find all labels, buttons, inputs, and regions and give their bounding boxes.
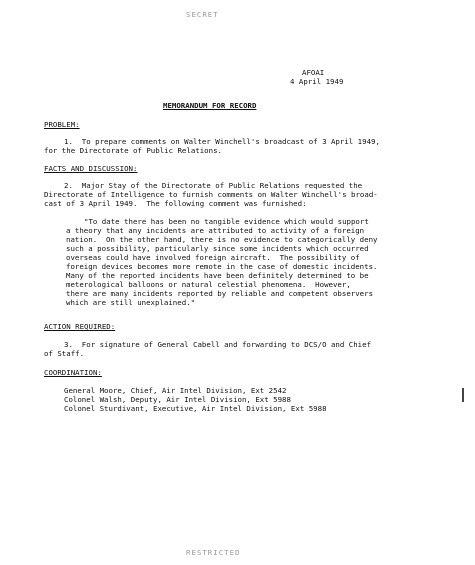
problem-heading: PROBLEM: bbox=[44, 120, 80, 129]
memo-title: MEMORANDUM FOR RECORD bbox=[163, 101, 257, 110]
facts-text-line-3: cast of 3 April 1949. The following comment was furnished: bbox=[44, 199, 307, 208]
quote-line: Many of the reported incidents have been definitely determined to be bbox=[66, 271, 369, 280]
quote-line: such a possibility, particularly since some incidents which occurred bbox=[66, 244, 369, 253]
quote-line: foreign devices becomes more remote in the case of domestic incidents. bbox=[66, 262, 378, 271]
quote-line: overseas could have involved foreign aircraft. The possibility of bbox=[66, 253, 360, 262]
header-classification-stamp: SECRET bbox=[186, 10, 219, 19]
problem-text-line-2: for the Directorate of Public Relations. bbox=[44, 146, 222, 155]
coordination-entry: General Moore, Chief, Air Intel Division, Ext 2542 bbox=[64, 386, 287, 395]
quote-line: nation. On the other hand, there is no evidence to categorically deny bbox=[66, 235, 378, 244]
quote-line: meterological balloons or natural celestial phenomena. However, bbox=[66, 280, 351, 289]
facts-heading: FACTS AND DISCUSSION: bbox=[44, 164, 138, 173]
action-heading: ACTION REQUIRED: bbox=[44, 322, 116, 331]
action-text-line-1: 3. For signature of General Cabell and forwarding to DCS/O and Chief bbox=[64, 340, 372, 349]
memo-date: 4 April 1949 bbox=[290, 77, 344, 86]
margin-mark bbox=[462, 388, 464, 402]
facts-text-line-1: 2. Major Stay of the Directorate of Public Relations requested the bbox=[64, 181, 363, 190]
quote-line: a theory that any incidents are attributed to activity of a foreign bbox=[66, 226, 365, 235]
coordination-entry: Colonel Walsh, Deputy, Air Intel Division, Ext 5988 bbox=[64, 395, 291, 404]
problem-text-line-1: 1. To prepare comments on Walter Winchell's broadcast of 3 April 1949, bbox=[64, 137, 380, 146]
quote-line: there are many incidents reported by reliable and competent observers bbox=[66, 289, 374, 298]
quote-line: "To date there has been no tangible evidence which would support bbox=[84, 217, 369, 226]
action-text-line-2: of Staff. bbox=[44, 349, 85, 358]
office-symbol: AFOAI bbox=[302, 68, 325, 77]
coordination-heading: COORDINATION: bbox=[44, 368, 102, 377]
coordination-entry: Colonel Sturdivant, Executive, Air Intel Division, Ext 5988 bbox=[64, 404, 327, 413]
facts-text-line-2: Directorate of Intelligence to furnish comments on Walter Winchell's broad- bbox=[44, 190, 378, 199]
footer-classification-stamp: RESTRICTED bbox=[186, 548, 241, 557]
quote-line: which are still unexplained." bbox=[66, 298, 196, 307]
